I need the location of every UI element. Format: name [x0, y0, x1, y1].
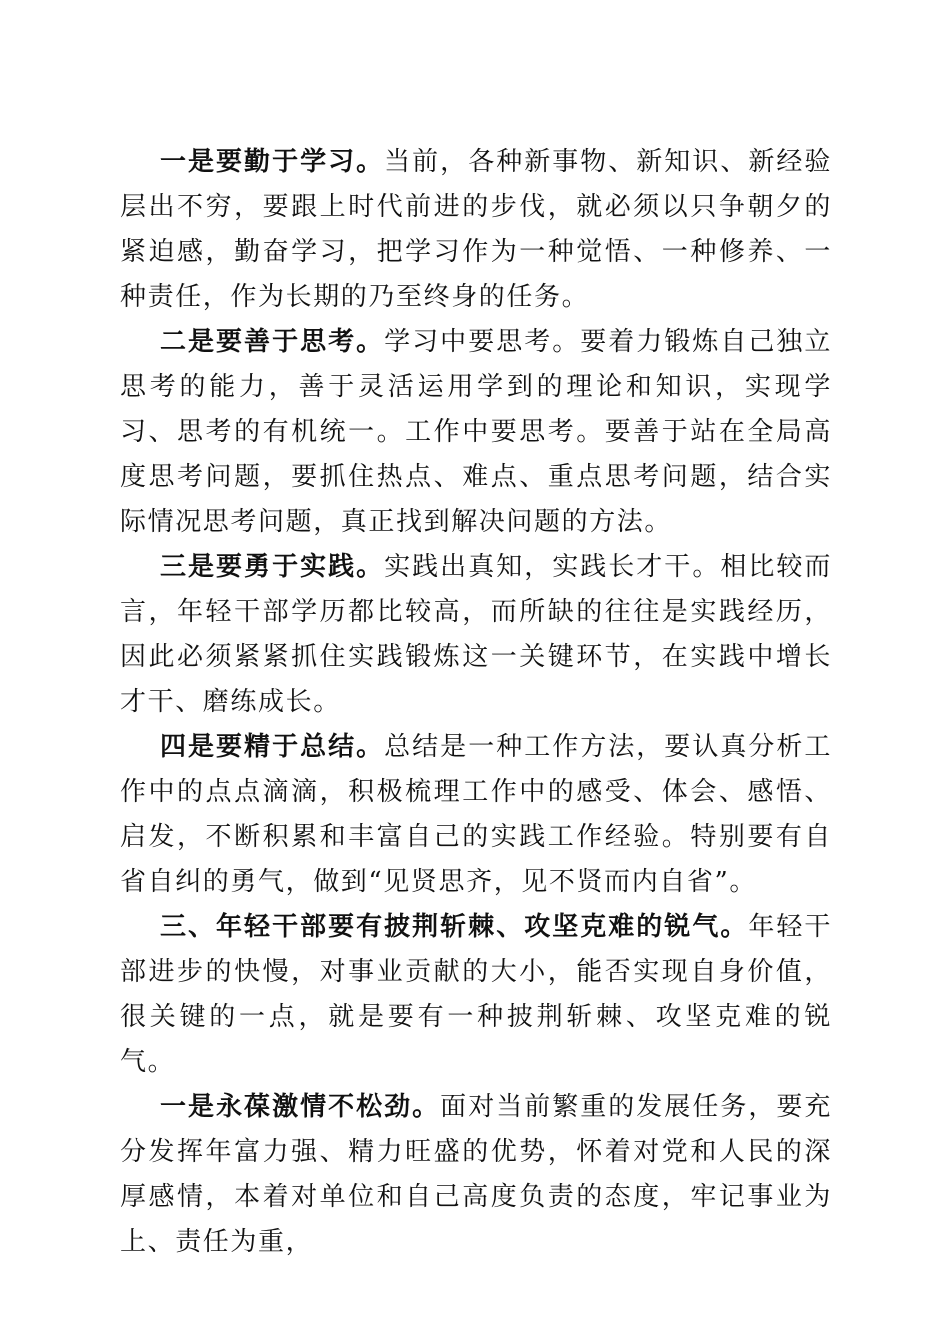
paragraph-lead: 一是要勤于学习。 [160, 147, 385, 177]
paragraph-text: 总结是一种工作方法，要认真分析工作中的点点滴滴，积极梳理工作中的感受、体会、感悟、启发，不断积累和丰富自己的实践工作经验。特别要有自省自纠的勇气，做到“见贤思齐，见不贤而内自省”。 [120, 732, 832, 897]
paragraph-brave-practice [120, 545, 832, 725]
paragraph-diligent-learning [120, 140, 832, 320]
paragraph-lead: 二是要善于思考。 [160, 327, 385, 357]
paragraph-text: 年轻干部进步的快慢，对事业贡献的大小，能否实现自身价值，很关键的一点，就是要有一种披荆斩棘、攻坚克难的锐气。 [120, 912, 832, 1077]
paragraph-text: 学习中要思考。要着力锻炼自己独立思考的能力，善于灵活运用学到的理论和知识，实现学习、思考的有机统一。工作中要思考。要善于站在全局高度思考问题，要抓住热点、难点、重点思考问题，结合实际情况思考问题，真正找到解决问题的方法。 [120, 327, 832, 537]
document-body [120, 140, 832, 1265]
paragraph-section-three [120, 905, 832, 1085]
paragraph-lead: 一是永葆激情不松劲。 [160, 1092, 441, 1122]
section-heading: 三、年轻干部要有披荆斩棘、攻坚克难的锐气。 [160, 912, 749, 942]
paragraph-lead: 三是要勇于实践。 [160, 552, 385, 582]
paragraph-good-thinking [120, 320, 832, 545]
paragraph-text: 实践出真知，实践长才干。相比较而言，年轻干部学历都比较高，而所缺的往往是实践经历，因此必须紧紧抓住实践锻炼这一关键环节，在实践中增长才干、磨练成长。 [120, 552, 832, 717]
paragraph-text: 当前，各种新事物、新知识、新经验层出不穷，要跟上时代前进的步伐，就必须以只争朝夕的紧迫感，勤奋学习，把学习作为一种觉悟、一种修养、一种责任，作为长期的乃至终身的任务。 [120, 147, 832, 312]
paragraph-text: 面对当前繁重的发展任务，要充分发挥年富力强、精力旺盛的优势，怀着对党和人民的深厚感情，本着对单位和自己高度负责的态度，牢记事业为上、责任为重， [120, 1092, 832, 1257]
paragraph-passion [120, 1085, 832, 1265]
paragraph-summarize [120, 725, 832, 905]
paragraph-lead: 四是要精于总结。 [160, 732, 385, 762]
